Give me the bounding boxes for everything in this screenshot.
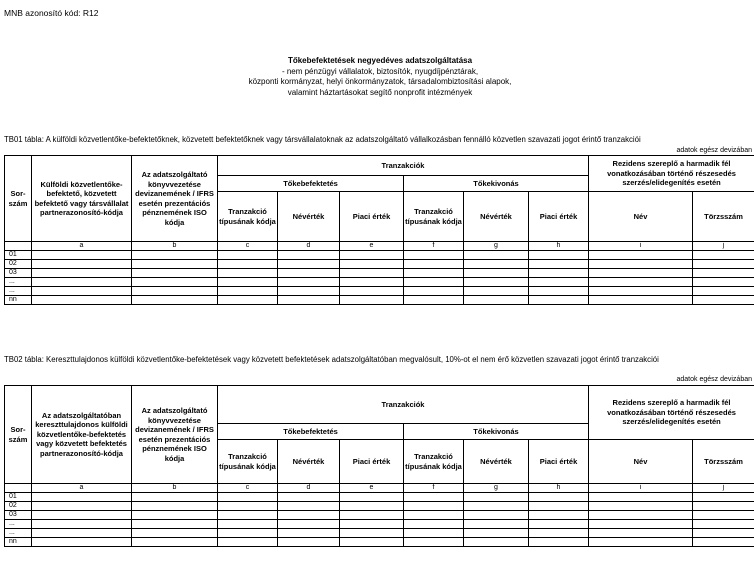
data-cell[interactable] [404, 511, 464, 520]
data-cell[interactable] [132, 296, 218, 305]
data-cell[interactable] [404, 287, 464, 296]
table-row [5, 260, 754, 269]
data-cell[interactable] [529, 269, 589, 278]
data-cell[interactable] [132, 511, 218, 520]
data-cell[interactable] [32, 493, 132, 502]
data-cell[interactable] [218, 296, 278, 305]
data-cell[interactable] [340, 520, 404, 529]
table-row [5, 538, 754, 547]
data-cell[interactable] [404, 296, 464, 305]
form-code: MNB azonosító kód: R12 [4, 8, 99, 18]
data-cell[interactable] [464, 520, 529, 529]
data-cell[interactable] [693, 260, 754, 269]
col-resident: Rezidens szereplő a harmadik fél vonatkozásában történő részesedés szerzés/elidegenítés esetén [589, 156, 754, 192]
data-cell[interactable] [529, 538, 589, 547]
data-cell[interactable] [32, 511, 132, 520]
col-letter: a [32, 242, 132, 251]
col-letter: b [132, 242, 218, 251]
data-cell[interactable] [464, 296, 529, 305]
col-nominal: Névérték [278, 192, 340, 242]
row-number: ... [5, 287, 32, 296]
col-capital-investment: Tőkebefektetés [218, 176, 404, 192]
col-letter: f [404, 242, 464, 251]
col-letter: e [340, 242, 404, 251]
col-letter: c [218, 484, 278, 493]
table-row [5, 520, 754, 529]
data-cell[interactable] [32, 529, 132, 538]
data-cell[interactable] [132, 520, 218, 529]
data-cell[interactable] [589, 251, 693, 260]
data-cell[interactable] [464, 278, 529, 287]
tb01-rows [5, 251, 754, 305]
data-cell[interactable] [464, 269, 529, 278]
row-number: ... [5, 520, 32, 529]
data-cell[interactable] [278, 529, 340, 538]
col-currency: Az adatszolgáltató könyvvezetése devizanemének / IFRS esetén prezentációs pénznemének ISO kódja [132, 386, 218, 484]
data-cell[interactable] [32, 538, 132, 547]
data-cell[interactable] [589, 260, 693, 269]
data-cell[interactable] [32, 251, 132, 260]
col-letter: f [404, 484, 464, 493]
data-cell[interactable] [132, 493, 218, 502]
data-cell[interactable] [529, 493, 589, 502]
data-cell[interactable] [340, 287, 404, 296]
data-cell[interactable] [693, 493, 754, 502]
data-cell[interactable] [132, 538, 218, 547]
row-number: nn [5, 538, 32, 547]
data-cell[interactable] [32, 520, 132, 529]
col-letter: e [340, 484, 404, 493]
data-cell[interactable] [32, 278, 132, 287]
data-cell[interactable] [464, 511, 529, 520]
col-letter: a [32, 484, 132, 493]
data-cell[interactable] [404, 502, 464, 511]
col-capital-withdrawal: Tőkekivonás [404, 176, 589, 192]
col-letter: c [218, 242, 278, 251]
data-cell[interactable] [132, 269, 218, 278]
data-cell[interactable] [218, 278, 278, 287]
heading-line: - nem pénzügyi vállalatok, biztosítók, nyugdíjpénztárak, [281, 66, 479, 76]
col-sorszam: Sor-szám [5, 156, 32, 242]
col-letter: h [529, 484, 589, 493]
data-cell[interactable] [693, 251, 754, 260]
col-tx-type: Tranzakció típusának kódja [404, 440, 464, 484]
col-nominal: Névérték [464, 192, 529, 242]
data-cell[interactable] [589, 529, 693, 538]
data-cell[interactable] [464, 529, 529, 538]
col-tx-type: Tranzakció típusának kódja [218, 440, 278, 484]
table-row [5, 296, 754, 305]
col-letter: g [464, 242, 529, 251]
data-cell[interactable] [404, 520, 464, 529]
col-letter: h [529, 242, 589, 251]
data-cell[interactable] [278, 251, 340, 260]
data-cell[interactable] [404, 260, 464, 269]
tb01-caption: TB01 tábla: A külföldi közvetlentőke-befektetőknek, közvetett befektetőknek vagy társvállalatoknak az adatszolgáltató vállalkozásban fennálló közvetlen szavazati jogot érintő tranzakciói [4, 135, 641, 144]
col-tx-type: Tranzakció típusának kódja [218, 192, 278, 242]
heading-line: központi kormányzat, helyi önkormányzatok, társadalombiztosítási alapok, [248, 77, 512, 86]
data-cell[interactable] [693, 502, 754, 511]
col-currency: Az adatszolgáltató könyvvezetése devizanemének / IFRS esetén prezentációs pénznemének ISO kódja [132, 156, 218, 242]
data-cell[interactable] [404, 278, 464, 287]
data-cell[interactable] [404, 493, 464, 502]
data-cell[interactable] [529, 502, 589, 511]
tb02-table [4, 385, 754, 547]
data-cell[interactable] [693, 278, 754, 287]
data-cell[interactable] [132, 287, 218, 296]
col-letter: d [278, 242, 340, 251]
col-letter: i [589, 484, 693, 493]
col-resident: Rezidens szereplő a harmadik fél vonatkozásában történő részesedés szerzés/elidegenítés esetén [589, 386, 754, 440]
data-cell[interactable] [464, 538, 529, 547]
row-number: 01 [5, 251, 32, 260]
data-cell[interactable] [693, 511, 754, 520]
data-cell[interactable] [340, 511, 404, 520]
data-cell[interactable] [340, 529, 404, 538]
col-partner-id: Az adatszolgáltatóban kereszttulajdonos külföldi közvetlentőke-befektetés vagy közvetett befektetés partnerazonosító-kódja [32, 386, 132, 484]
data-cell[interactable] [218, 502, 278, 511]
data-cell[interactable] [278, 287, 340, 296]
table-row [5, 493, 754, 502]
data-cell[interactable] [693, 287, 754, 296]
col-market: Piaci érték [529, 440, 589, 484]
data-cell[interactable] [529, 529, 589, 538]
col-transactions: Tranzakciók [218, 386, 589, 424]
data-cell[interactable] [589, 502, 693, 511]
data-cell[interactable] [693, 269, 754, 278]
data-cell[interactable] [218, 520, 278, 529]
data-cell[interactable] [278, 296, 340, 305]
col-letter: i [589, 242, 693, 251]
tb01-table [4, 155, 754, 305]
row-number: 02 [5, 260, 32, 269]
data-cell[interactable] [32, 296, 132, 305]
data-cell[interactable] [278, 260, 340, 269]
col-letter: b [132, 484, 218, 493]
col-transactions: Tranzakciók [218, 156, 589, 176]
col-market: Piaci érték [340, 192, 404, 242]
data-cell[interactable] [529, 511, 589, 520]
heading-line: valamint háztartásokat segítő nonprofit intézmények [287, 87, 473, 97]
row-number: ... [5, 278, 32, 287]
col-reg-no: Törzsszám [693, 192, 754, 242]
data-cell[interactable] [278, 502, 340, 511]
tb01-unit-label: adatok egész devizában [676, 147, 752, 154]
cell-empty [5, 242, 32, 251]
data-cell[interactable] [529, 260, 589, 269]
col-nominal: Névérték [278, 440, 340, 484]
tb02-unit-label: adatok egész devizában [676, 376, 752, 383]
data-cell[interactable] [218, 287, 278, 296]
data-cell[interactable] [464, 493, 529, 502]
data-cell[interactable] [340, 260, 404, 269]
row-number: ... [5, 529, 32, 538]
data-cell[interactable] [278, 520, 340, 529]
table-row [5, 251, 754, 260]
data-cell[interactable] [340, 296, 404, 305]
data-cell[interactable] [693, 296, 754, 305]
data-cell[interactable] [589, 287, 693, 296]
report-heading [150, 56, 610, 98]
data-cell[interactable] [32, 269, 132, 278]
col-reg-no: Törzsszám [693, 440, 754, 484]
col-name: Név [589, 192, 693, 242]
data-cell[interactable] [340, 493, 404, 502]
table-row [5, 502, 754, 511]
col-partner-id: Külföldi közvetlentőke-befektető, közvetett befektető vagy társvállalat partnerazonosító-kódja [32, 156, 132, 242]
row-number: 03 [5, 511, 32, 520]
data-cell[interactable] [529, 287, 589, 296]
table-row [5, 287, 754, 296]
row-number: 02 [5, 502, 32, 511]
col-letter: d [278, 484, 340, 493]
report-title: Tőkebefektetések negyedéves adatszolgáltatása [287, 56, 473, 65]
data-cell[interactable] [529, 278, 589, 287]
data-cell[interactable] [278, 269, 340, 278]
col-name: Név [589, 440, 693, 484]
data-cell[interactable] [278, 493, 340, 502]
data-cell[interactable] [693, 538, 754, 547]
row-number: 03 [5, 269, 32, 278]
data-cell[interactable] [32, 260, 132, 269]
col-tx-type: Tranzakció típusának kódja [404, 192, 464, 242]
data-cell[interactable] [589, 520, 693, 529]
data-cell[interactable] [218, 529, 278, 538]
col-nominal: Névérték [464, 440, 529, 484]
data-cell[interactable] [589, 511, 693, 520]
data-cell[interactable] [132, 251, 218, 260]
row-number: 01 [5, 493, 32, 502]
data-cell[interactable] [529, 251, 589, 260]
data-cell[interactable] [529, 520, 589, 529]
table-row [5, 511, 754, 520]
data-cell[interactable] [340, 269, 404, 278]
data-cell[interactable] [589, 538, 693, 547]
col-letter: g [464, 484, 529, 493]
data-cell[interactable] [693, 529, 754, 538]
col-capital-withdrawal: Tőkekivonás [404, 424, 589, 440]
data-cell[interactable] [529, 296, 589, 305]
data-cell[interactable] [340, 502, 404, 511]
cell-empty [5, 484, 32, 493]
data-cell[interactable] [132, 502, 218, 511]
data-cell[interactable] [404, 538, 464, 547]
table-row [5, 529, 754, 538]
data-cell[interactable] [464, 502, 529, 511]
data-cell[interactable] [218, 538, 278, 547]
tb02-rows [5, 493, 754, 547]
data-cell[interactable] [464, 260, 529, 269]
data-cell[interactable] [218, 511, 278, 520]
data-cell[interactable] [278, 511, 340, 520]
table-row [5, 269, 754, 278]
data-cell[interactable] [589, 493, 693, 502]
data-cell[interactable] [464, 287, 529, 296]
data-cell[interactable] [693, 520, 754, 529]
table-row [5, 278, 754, 287]
data-cell[interactable] [464, 251, 529, 260]
data-cell[interactable] [404, 251, 464, 260]
data-cell[interactable] [278, 278, 340, 287]
data-cell[interactable] [218, 269, 278, 278]
row-number: nn [5, 296, 32, 305]
tb02-caption: TB02 tábla: Kereszttulajdonos külföldi közvetlentőke-befektetések vagy közvetett befektetések adatszolgáltatóban megvalósult, 10%-ot el nem érő közvetlen szavazati jogot érintő tranzakciói [4, 355, 659, 364]
data-cell[interactable] [404, 269, 464, 278]
data-cell[interactable] [589, 296, 693, 305]
data-cell[interactable] [218, 260, 278, 269]
data-cell[interactable] [218, 251, 278, 260]
data-cell[interactable] [589, 269, 693, 278]
col-market: Piaci érték [529, 192, 589, 242]
data-cell[interactable] [340, 278, 404, 287]
data-cell[interactable] [589, 278, 693, 287]
data-cell[interactable] [132, 260, 218, 269]
data-cell[interactable] [278, 538, 340, 547]
data-cell[interactable] [218, 493, 278, 502]
data-cell[interactable] [132, 278, 218, 287]
col-letter: j [693, 484, 754, 493]
data-cell[interactable] [32, 502, 132, 511]
data-cell[interactable] [132, 529, 218, 538]
col-letter: j [693, 242, 754, 251]
data-cell[interactable] [340, 538, 404, 547]
data-cell[interactable] [32, 287, 132, 296]
data-cell[interactable] [340, 251, 404, 260]
col-sorszam: Sor-szám [5, 386, 32, 484]
col-capital-investment: Tőkebefektetés [218, 424, 404, 440]
col-market: Piaci érték [340, 440, 404, 484]
data-cell[interactable] [404, 529, 464, 538]
